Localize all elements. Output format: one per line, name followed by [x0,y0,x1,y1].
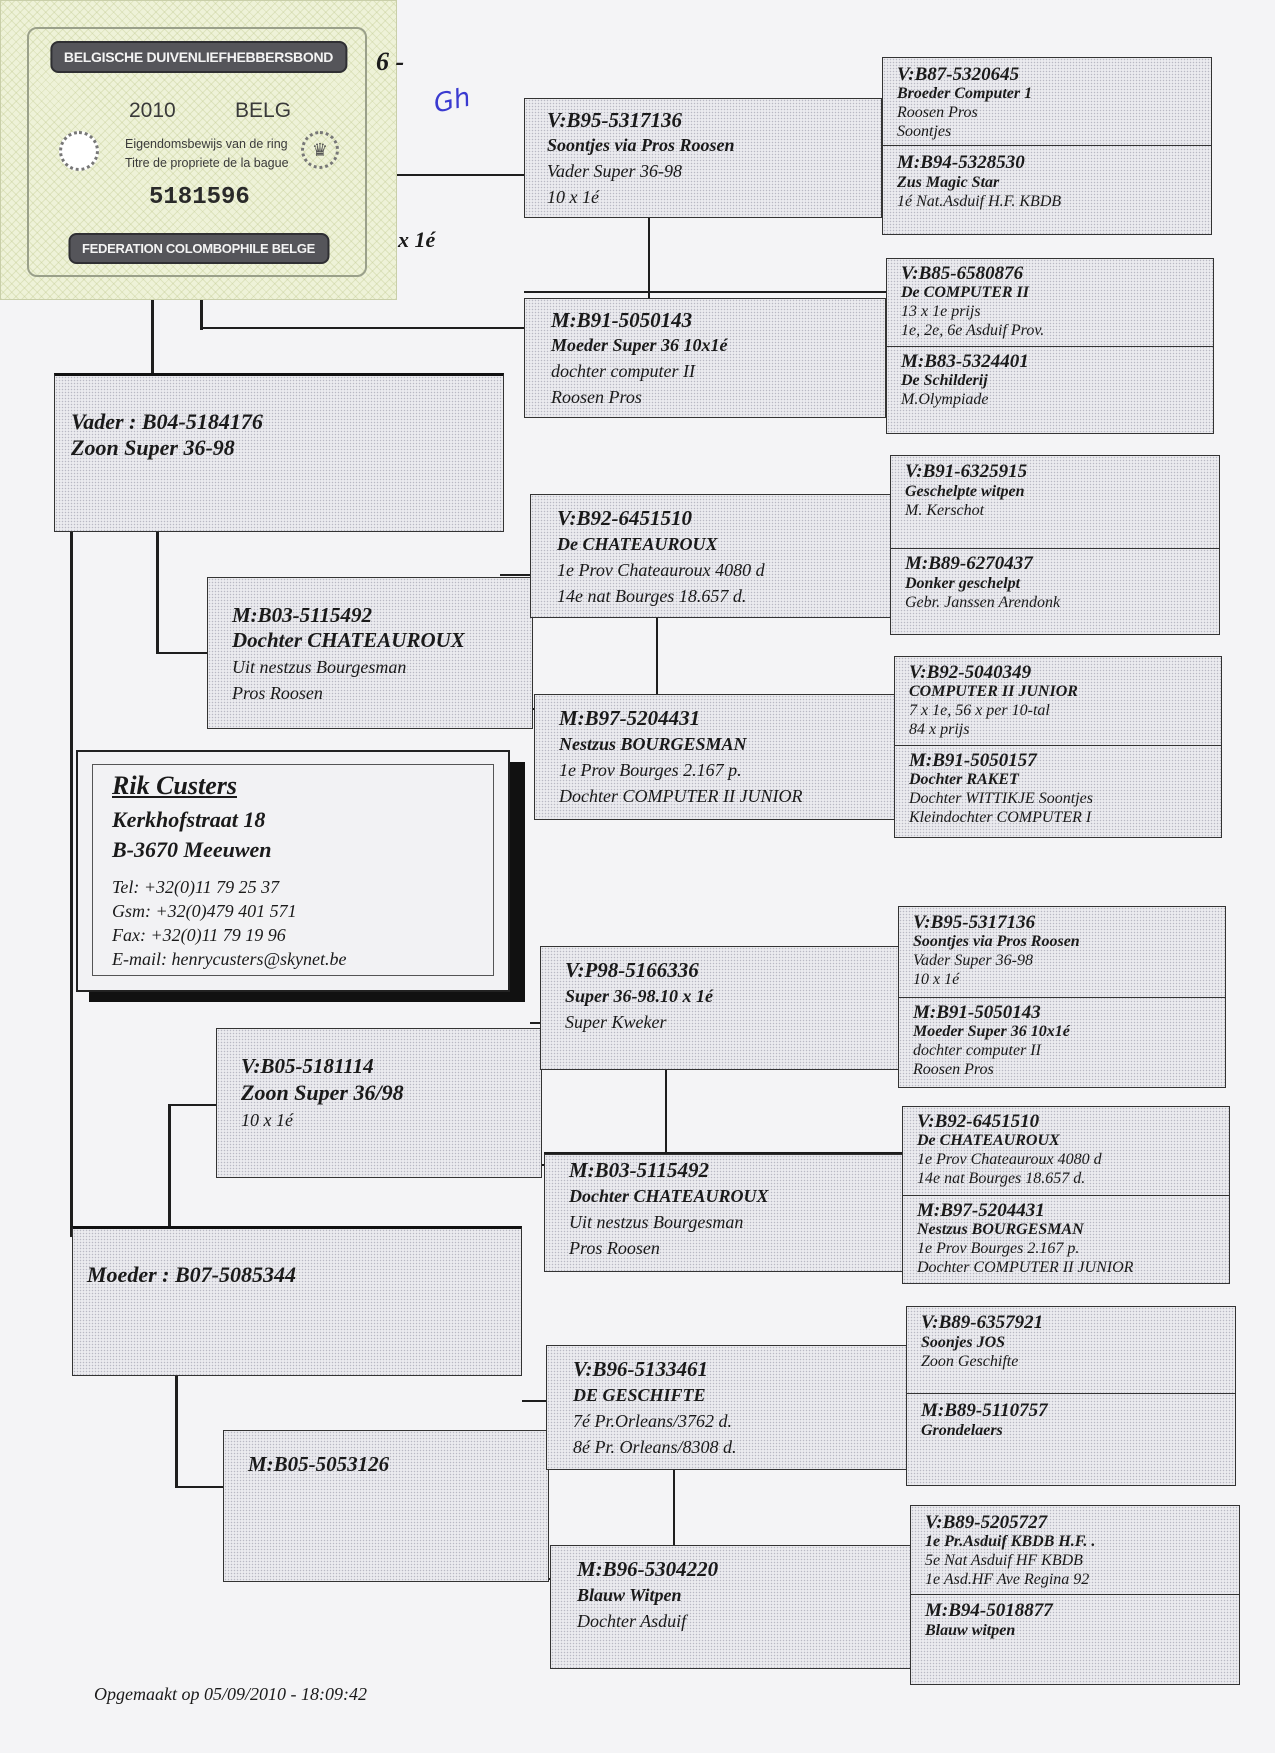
gen4-5-line2: M. Kerschot [905,502,985,519]
gen3-5-ring: V:P98-5166336 [565,958,699,982]
gen4-12-line3: Dochter COMPUTER II JUNIOR [917,1259,1134,1276]
header-partial-number: 6 - [376,47,405,76]
gen4-8-line3: Kleindochter COMPUTER I [909,809,1092,826]
header-partial-wins: x 1é [398,227,436,252]
gen4-7-line1: COMPUTER II JUNIOR [909,683,1078,700]
gen4-15-ring: V:B89-5205727 [925,1512,1048,1533]
gen4-5-line1: Geschelpte witpen [905,483,1025,500]
gen3-box-6 [544,1154,906,1272]
ring-year: 2010 [129,99,176,122]
gen3-4-line2: 1e Prov Bourges 2.167 p. [559,760,742,780]
sire-description: Zoon Super 36-98 [71,435,235,460]
gen4-1-line2: Roosen Pros [897,104,978,121]
gen4-1-ring: V:B87-5320645 [897,64,1020,85]
gen3-box-1 [524,98,882,218]
gen3-1-ring: V:B95-5317136 [547,108,682,132]
gen4-15-line3: 1e Asd.HF Ave Regina 92 [925,1571,1090,1588]
handwritten-mark: Gh [431,82,474,120]
gen3-4-ring: M:B97-5204431 [559,706,701,730]
gen4-12-line1: Nestzus BOURGESMAN [917,1221,1084,1238]
ring-org-banner: BELGISCHE DUIVENLIEFHEBBERSBOND [50,41,347,73]
dam-ring: Moeder : B07-5085344 [87,1262,296,1287]
gen4-4-ring: M:B83-5324401 [901,351,1029,372]
owner-tel: Tel: +32(0)11 79 25 37 [112,877,280,897]
dam-dam-box [223,1430,549,1582]
gen4-13-line2: Zoon Geschifte [921,1353,1019,1370]
gen4-1-line1: Broeder Computer 1 [897,85,1033,102]
gen3-6-line2: Uit nestzus Bourgesman [569,1212,744,1232]
ring-number: 5181596 [149,184,250,211]
gen4-2-ring: M:B94-5328530 [897,152,1025,173]
gen3-6-line1: Dochter CHATEAUROUX [569,1186,769,1206]
gen4-2-line2: 1é Nat.Asduif H.F. KBDB [897,193,1062,210]
dam-sire-box [216,1028,542,1178]
gen4-6-line1: Donker geschelpt [905,575,1021,592]
gen3-8-line1: Blauw Witpen [577,1585,682,1605]
dam-sire-line1: Zoon Super 36/98 [241,1080,404,1105]
gen4-13-ring: V:B89-6357921 [921,1312,1044,1333]
owner-city: B-3670 Meeuwen [112,837,272,862]
gen4-3-line3: 1e, 2e, 6e Asduif Prov. [901,322,1045,339]
ring-caption-nl: Eigendomsbewijs van de ring [125,137,288,151]
sire-dam-line2: Uit nestzus Bourgesman [232,657,407,677]
gen4-7-line2: 7 x 1e, 56 x per 10-tal [909,702,1050,719]
gen4-11-line1: De CHATEAUROUX [917,1132,1060,1149]
ring-ownership-card [0,0,397,300]
gen3-4-line1: Nestzus BOURGESMAN [559,734,747,754]
gen4-pair-8 [910,1505,1240,1685]
gen4-16-line1: Blauw witpen [925,1622,1016,1639]
gen4-10-line2: dochter computer II [913,1042,1041,1059]
gen4-8-ring: M:B91-5050157 [909,750,1037,771]
gen4-pair-1 [882,57,1212,235]
gen4-14-line1: Grondelaers [921,1422,1003,1439]
gen3-4-line3: Dochter COMPUTER II JUNIOR [559,786,803,806]
gen4-10-line3: Roosen Pros [913,1061,994,1078]
gen3-box-4 [534,694,896,820]
gen4-3-line1: De COMPUTER II [901,284,1030,301]
dam-dam-ring: M:B05-5053126 [248,1452,390,1476]
owner-fax: Fax: +32(0)11 79 19 96 [112,925,286,945]
gen4-11-ring: V:B92-6451510 [917,1111,1040,1132]
gen4-9-line1: Soontjes via Pros Roosen [913,933,1080,950]
gen4-12-ring: M:B97-5204431 [917,1200,1045,1221]
owner-info-box [76,750,510,992]
gen4-11-line3: 14e nat Bourges 18.657 d. [917,1170,1086,1187]
gen4-15-line2: 5e Nat Asduif HF KBDB [925,1552,1083,1569]
owner-street: Kerkhofstraat 18 [112,807,266,832]
footer-created-timestamp: Opgemaakt op 05/09/2010 - 18:09:42 [94,1684,367,1704]
sire-dam-line1: Dochter CHATEAUROUX [232,628,465,652]
gen4-11-line2: 1e Prov Chateauroux 4080 d [917,1151,1102,1168]
gen3-7-line2: 7é Pr.Orleans/3762 d. [573,1411,732,1431]
owner-name: Rik Custers [112,771,237,800]
gen4-12-line2: 1e Prov Bourges 2.167 p. [917,1240,1080,1257]
gen4-10-line1: Moeder Super 36 10x1é [913,1023,1070,1040]
gen4-pair-5 [898,906,1226,1088]
gen3-3-line2: 1e Prov Chateauroux 4080 d [557,560,765,580]
gen4-3-ring: V:B85-6580876 [901,263,1024,284]
gen3-3-line3: 14e nat Bourges 18.657 d. [557,586,747,606]
gen3-7-ring: V:B96-5133461 [573,1357,708,1381]
gen3-2-line1: Moeder Super 36 10x1é [551,335,728,355]
gen3-5-line1: Super 36-98.10 x 1é [565,986,713,1006]
owner-email: E-mail: henrycusters@skynet.be [112,949,347,969]
gen4-6-ring: M:B89-6270437 [905,553,1033,574]
dam-sire-line2: 10 x 1é [241,1110,293,1130]
gen3-7-line3: 8é Pr. Orleans/8308 d. [573,1437,737,1457]
gen4-9-ring: V:B95-5317136 [913,912,1036,933]
gen3-2-ring: M:B91-5050143 [551,308,693,332]
owner-gsm: Gsm: +32(0)479 401 571 [112,901,297,921]
gen4-pair-3 [890,455,1220,635]
sire-ring: Vader : B04-5184176 [71,409,263,434]
gen3-box-7 [546,1345,908,1470]
gen3-8-line2: Dochter Asduif [577,1611,687,1631]
gen4-2-line1: Zus Magic Star [897,174,1000,191]
gen3-1-line2: Vader Super 36-98 [547,161,682,181]
gen3-1-line3: 10 x 1é [547,187,599,207]
gen4-14-ring: M:B89-5110757 [921,1400,1048,1421]
gen3-2-line2: dochter computer II [551,361,695,381]
gen3-6-ring: M:B03-5115492 [569,1158,710,1182]
gen3-5-line2: Super Kweker [565,1012,667,1032]
gen3-3-line1: De CHATEAUROUX [557,534,718,554]
gen4-5-ring: V:B91-6325915 [905,461,1028,482]
gen3-2-line3: Roosen Pros [551,387,642,407]
gen4-4-line1: De Schilderij [901,372,988,389]
ring-federation-banner: FEDERATION COLOMBOPHILE BELGE [68,233,329,264]
sire-box [54,373,504,532]
gen4-3-line2: 13 x 1e prijs [901,303,981,320]
gen3-box-3 [530,494,892,618]
gen3-box-8 [550,1545,912,1669]
crown-icon: ♛ [301,131,339,169]
gen4-pair-7 [906,1306,1236,1486]
gen4-8-line2: Dochter WITTIKJE Soontjes [909,790,1093,807]
gen4-pair-6 [902,1106,1230,1284]
gen4-pair-4 [894,656,1222,838]
gen3-1-line1: Soontjes via Pros Roosen [547,135,735,155]
ring-hole-icon [59,131,99,171]
gen3-3-ring: V:B92-6451510 [557,506,692,530]
ring-country: BELG [235,99,292,122]
gen3-box-5 [540,946,902,1070]
sire-dam-box [207,577,533,729]
gen3-box-2 [524,298,886,418]
gen4-4-line2: M.Olympiade [901,391,989,408]
gen3-6-line3: Pros Roosen [569,1238,660,1258]
gen4-1-line3: Soontjes [897,123,952,140]
sire-dam-line3: Pros Roosen [232,683,323,703]
gen4-6-line2: Gebr. Janssen Arendonk [905,594,1061,611]
gen4-13-line1: Soonjes JOS [921,1334,1006,1351]
gen3-8-ring: M:B96-5304220 [577,1557,719,1581]
gen4-7-line3: 84 x prijs [909,721,970,738]
sire-dam-ring: M:B03-5115492 [232,603,373,627]
gen4-9-line2: Vader Super 36-98 [913,952,1033,969]
gen4-7-ring: V:B92-5040349 [909,662,1032,683]
gen4-10-ring: M:B91-5050143 [913,1002,1041,1023]
gen4-pair-2 [886,258,1214,434]
dam-box [72,1226,522,1376]
ring-caption-fr: Titre de propriete de la bague [125,156,289,170]
gen4-9-line3: 10 x 1é [913,971,960,988]
gen4-15-line1: 1e Pr.Asduif KBDB H.F. . [925,1533,1096,1550]
gen4-8-line1: Dochter RAKET [909,771,1019,788]
gen4-16-ring: M:B94-5018877 [925,1600,1053,1621]
gen3-7-line1: DE GESCHIFTE [573,1385,706,1405]
dam-sire-ring: V:B05-5181114 [241,1054,374,1078]
